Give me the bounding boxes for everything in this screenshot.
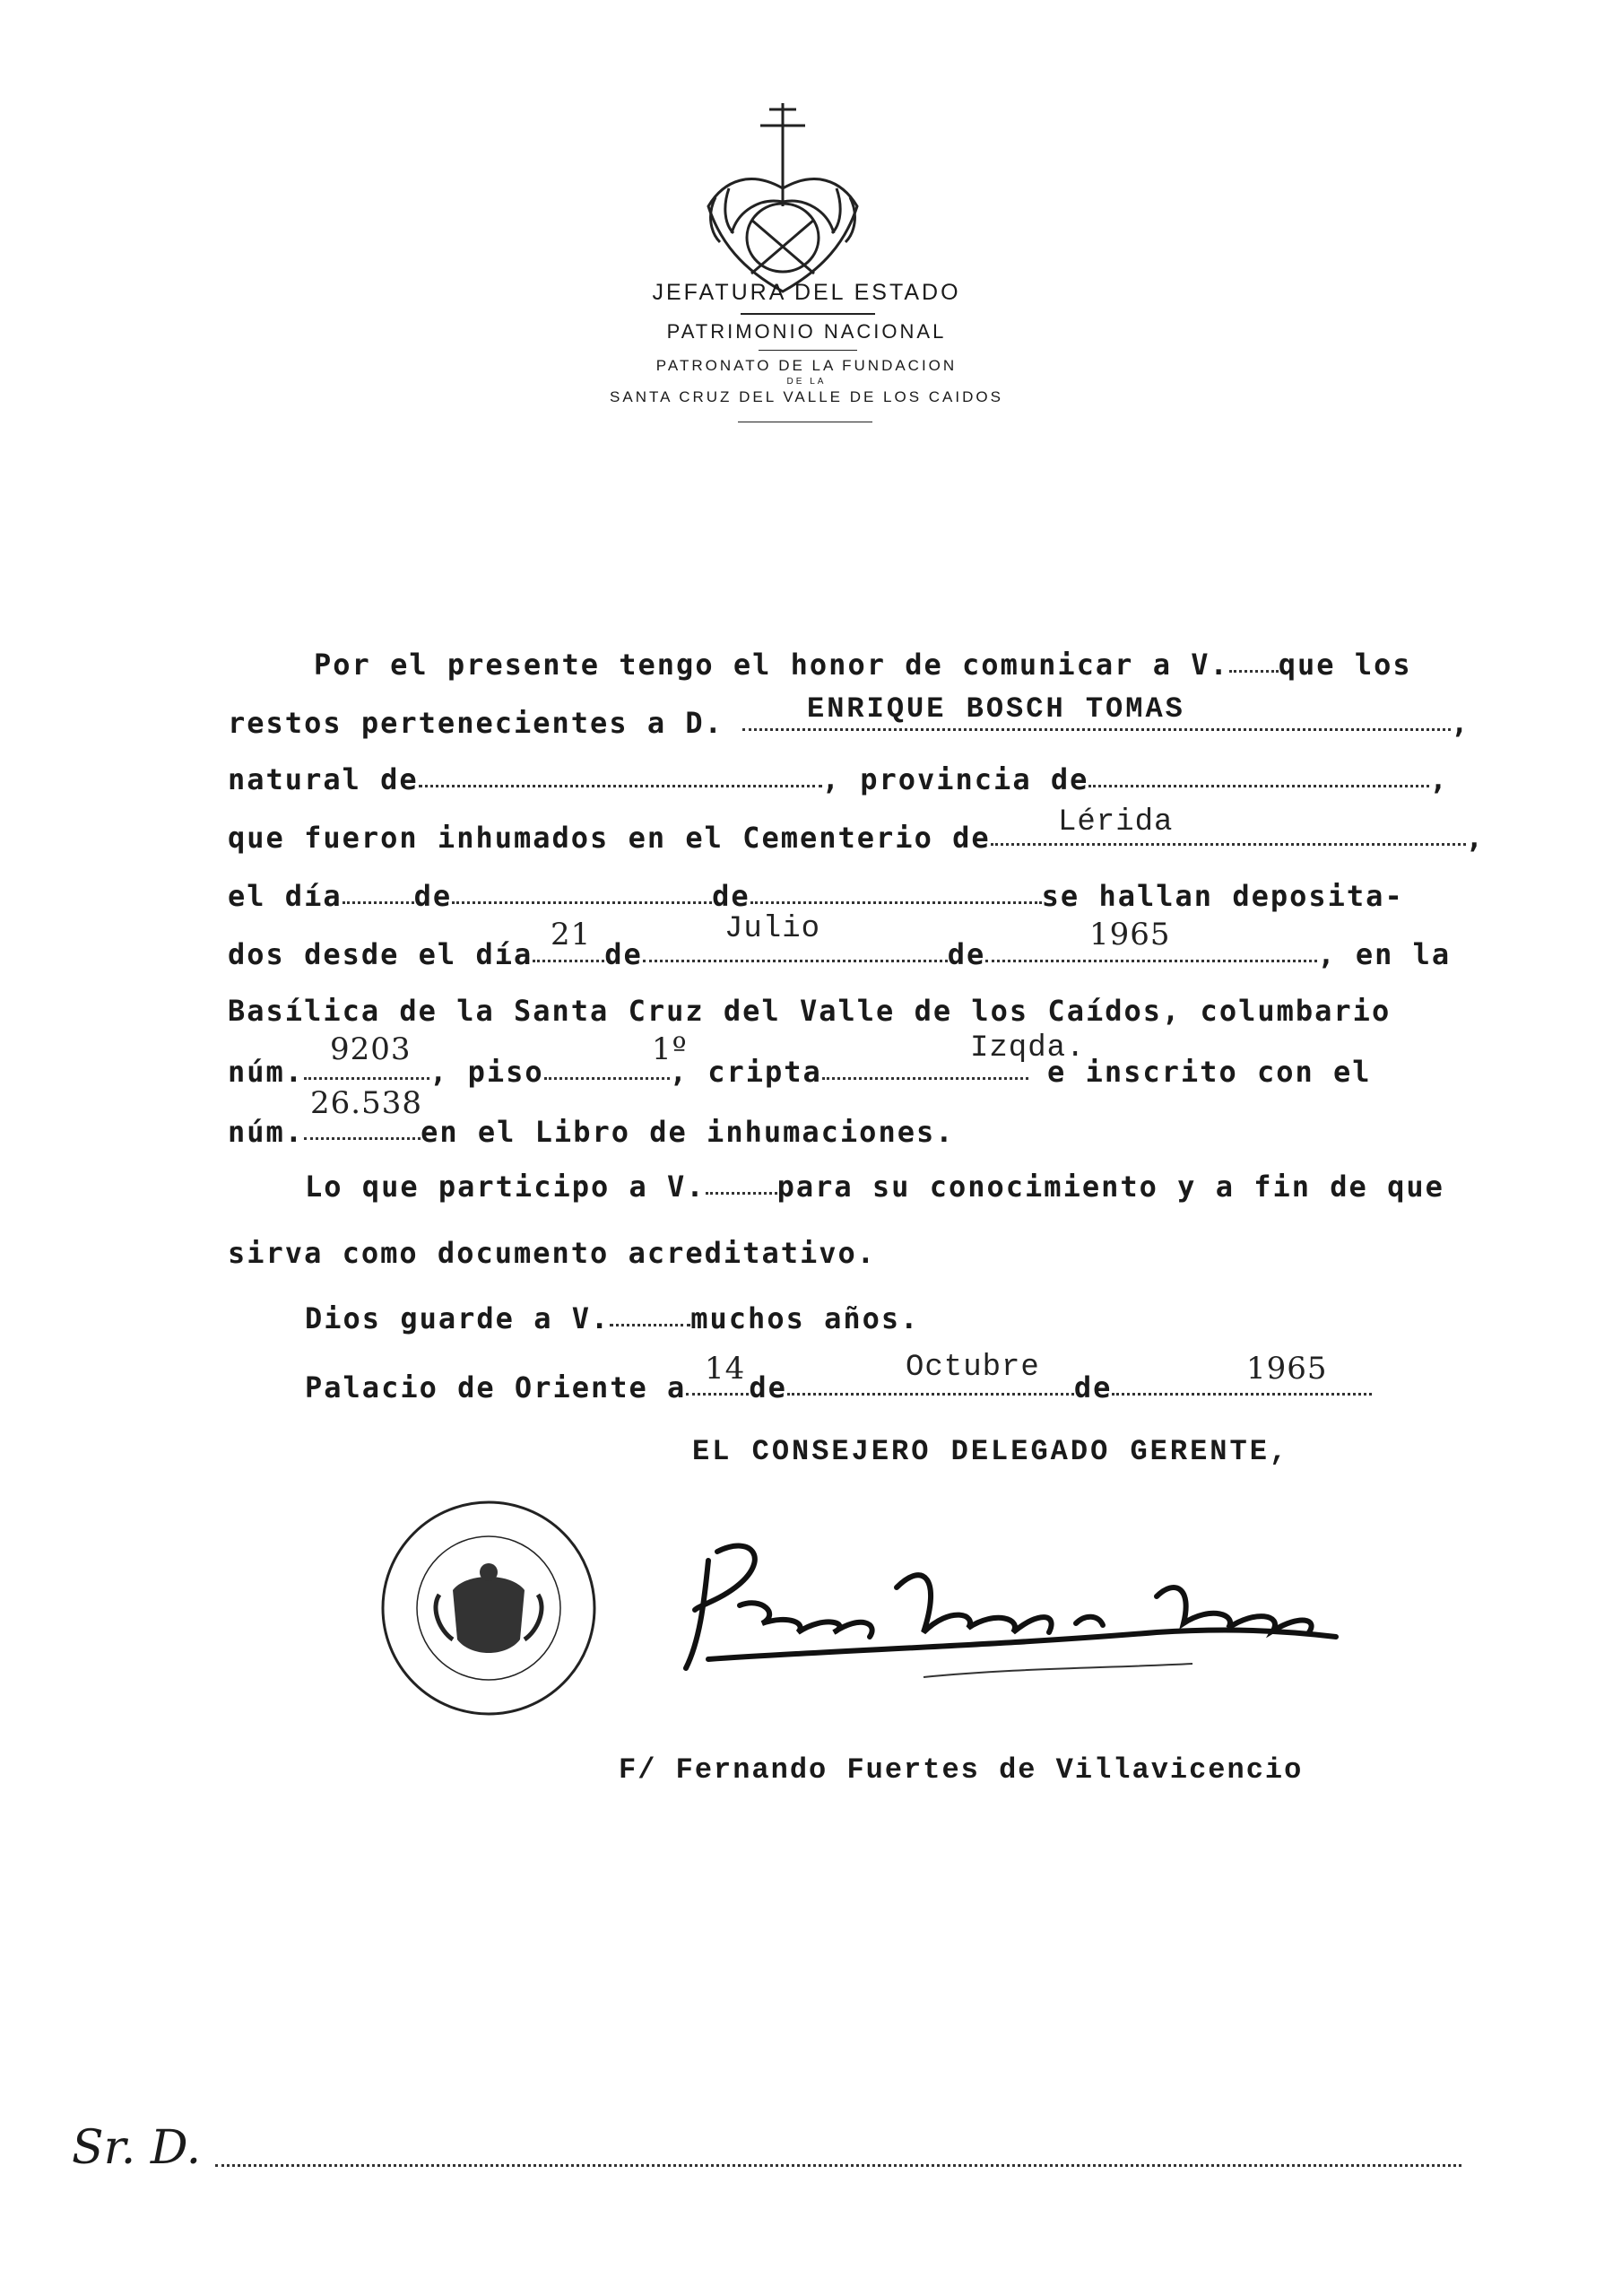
field-deposit-day: 21 — [551, 917, 592, 952]
body-line-5: el día de de se hallan deposita- — [228, 879, 1404, 913]
body-line-4: que fueron inhumados en el Cementerio de , — [228, 821, 1485, 855]
field-cripta: Izqda. — [970, 1031, 1086, 1065]
body-line-10: Lo que participo a V. para su conocimiento y a fin de que — [305, 1170, 1444, 1204]
field-date-month: Octubre — [906, 1351, 1040, 1385]
addressee-label: Sr. D. — [72, 2121, 202, 2175]
header-santa-cruz: SANTA CRUZ DEL VALLE DE LOS CAIDOS — [610, 388, 1003, 405]
handwritten-signature — [655, 1525, 1354, 1713]
header-jefatura: JEFATURA DEL ESTADO — [652, 280, 961, 305]
body-line-7: Basílica de la Santa Cruz del Valle de los Caídos, columbario — [228, 994, 1392, 1028]
body-line-11: sirva como documento acreditativo. — [228, 1236, 877, 1270]
body-line-9: núm. en el Libro de inhumaciones. — [228, 1115, 955, 1149]
cross-emblem-icon — [698, 99, 868, 305]
header-patronato: PATRONATO DE LA FUNDACION — [655, 357, 958, 374]
field-date-day: 14 — [705, 1351, 746, 1387]
body-line-3: natural de , provincia de , — [228, 762, 1449, 796]
field-date-year: 1965 — [1246, 1351, 1328, 1387]
body-line-13: Palacio de Oriente a de de — [305, 1370, 1372, 1405]
official-seal-stamp — [377, 1496, 601, 1720]
signer-name: F/ Fernando Fuertes de Villavicencio — [619, 1753, 1304, 1787]
field-cemetery: Lérida — [1058, 805, 1174, 839]
header-patrimonio: PATRIMONIO NACIONAL — [666, 320, 947, 343]
addressee-line — [215, 2164, 1461, 2167]
field-deposit-month: Julio — [724, 912, 821, 946]
field-columbario-num: 9203 — [330, 1031, 412, 1067]
field-registry-num: 26.538 — [310, 1085, 422, 1121]
body-line-8: núm. , piso , cripta e inscrito con el — [228, 1055, 1372, 1089]
field-deposit-year: 1965 — [1089, 917, 1171, 952]
body-line-6: dos desde el día de de , en la — [228, 937, 1452, 971]
body-line-2: restos pertenecientes a D. , — [228, 706, 1470, 740]
field-piso: 1º — [652, 1031, 688, 1067]
header-de-la: DE LA — [786, 377, 827, 387]
body-line-12: Dios guarde a V. muchos años. — [305, 1301, 920, 1335]
field-deceased-name: ENRIQUE BOSCH TOMAS — [807, 692, 1185, 726]
signer-position: EL CONSEJERO DELEGADO GERENTE, — [692, 1435, 1290, 1468]
body-line-1: Por el presente tengo el honor de comunicar a V. que los — [314, 648, 1412, 682]
